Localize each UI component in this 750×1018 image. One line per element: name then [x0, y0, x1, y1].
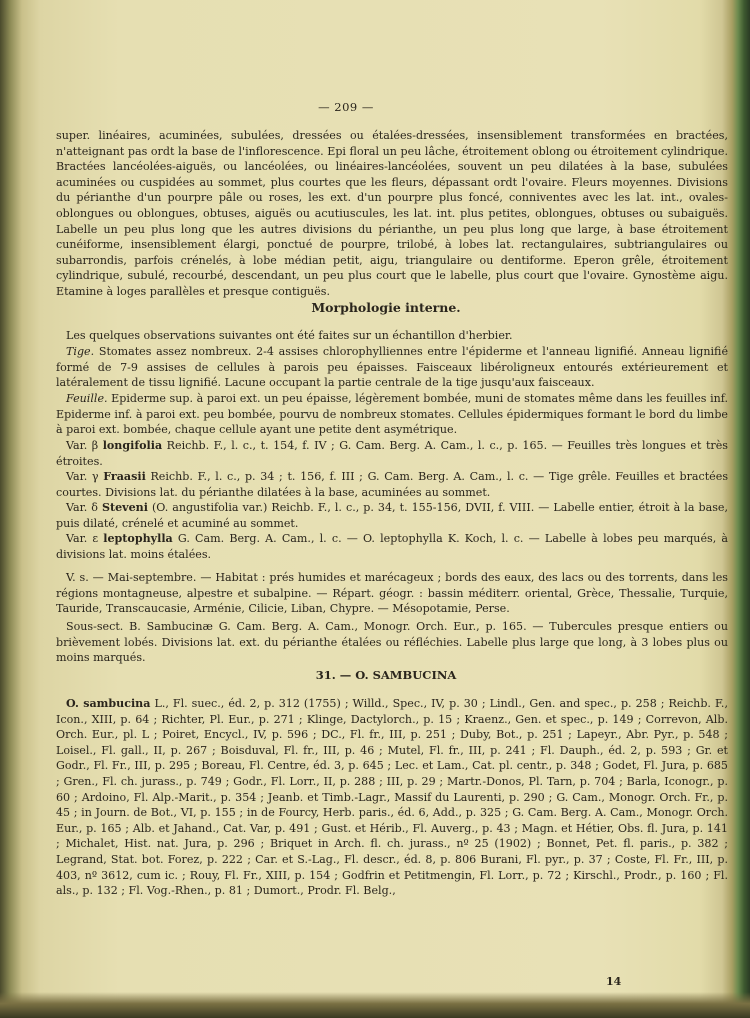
- tige-label: Tige.: [66, 345, 95, 358]
- page-number: — 209 —: [318, 100, 374, 114]
- feuille-label: Feuille.: [66, 392, 108, 405]
- morphology-intro: Les quelques observations suivantes ont été faites sur un échantillon d'herbier.: [66, 329, 513, 342]
- description-paragraph: super. linéaires, acuminées, subulées, dressées ou étalées-dressées, insensiblement transformées en bractées, n'atteignant pas ordt la base de l'inflorescence. Epi floral un peu lâche, étroitement oblong ou étroitement cylindrique. Bractées lancéolées-aiguës, ou lancéolées, ou linéaires-lancéolées, souvent un peu dilatées à la base, subulées acuminées ou cuspidées au sommet, plus courtes que les fleurs, dépassant ordt l'ovaire. Fleurs moyennes. Divisions du périanthe d'un pourpre pâle ou roses, les ext. d'un pourpre plus foncé, conniventes avec les lat. int., ovales-oblongues ou oblongues, obtuses, aiguës ou acutiuscules, les lat. int. plus petites, oblongues, obtuses ou subaiguës. Labelle un peu plus long que les autres divisions du périanthe, un peu plus long que large, à base étroitement cunéiforme, insensiblement élargi, ponctué de pourpre, trilobé, à lobes lat. rectangulaires, subtriangulaires ou subarrondis, parfois crénelés, à lobe médian petit, aigu, triangulaire ou dentiforme. Eperon grêle, étroitement cylindrique, subulé, recourbé, descendant, un peu plus court que le labelle, plus court que l'ovaire. Gynostème aigu. Etamine à loges parallèles et presque contiguës.: [56, 129, 728, 298]
- variety-longifolia: [56, 438, 728, 469]
- species-refs-text: L., Fl. suec., éd. 2, p. 312 (1755) ; Willd., Spec., IV, p. 30 ; Lindl., Gen. and spec., p. 258 ; Reichb. F., Icon., XIII, p. 64 ; Richter, Pl. Eur., p. 271 ; Klinge, Dactylorch., p. 15 ; Kraenz., Gen. et spec., p. 149 ; Correvon, Alb. Orch. Eur., pl. L ; Poiret, Encycl., IV, p. 596 ; DC., Fl. fr., III, p. 251 ; Duby, Bot., p. 251 ; Lapeyr., Abr. Pyr., p. 548 ; Loisel., Fl. gall., II, p. 267 ; Boisduval, Fl. fr., III, p. 46 ; Mutel, Fl. fr., III, p. 241 ; Fl. Dauph., éd. 2, p. 593 ; Gr. et Godr., Fl. Fr., III, p. 295 ; Boreau, Fl. Centre, éd. 3, p. 645 ; Lec. et Lam., Cat. pl. centr., p. 348 ; Godet, Fl. Jura, p. 685 ; Gren., Fl. ch. jurass., p. 749 ; Godr., Fl. Lorr., II, p. 288 ; III, p. 29 ; Martr.-Donos, Pl. Tarn, p. 704 ; Barla, Iconogr., p. 60 ; Ardoino, Fl. Alp.-Marit., p. 354 ; Jeanb. et Timb.-Lagr., Massif du Laurenti, p. 290 ; G. Cam., Monogr. Orch. Fr., p. 45 ; in Journ. de Bot., VI, p. 155 ; in de Fourcy, Herb. paris., éd. 6, Add., p. 325 ; G. Cam. Berg. A. Cam., Monogr. Orch. Eur., p. 165 ; Alb. et Jahand., Cat. Var, p. 491 ; Gust. et Hérib., Fl. Auverg., p. 43 ; Magn. et Hétier, Obs. fl. Jura, p. 141 ; Michalet, Hist. nat. Jura, p. 296 ; Briquet in Arch. fl. ch. jurass., nº 25 (1902) ; Bonnet, Pet. fl. paris., p. 382 ; Legrand, Stat. bot. Forez, p. 222 ; Car. et S.-Lag., Fl. descr., éd. 8, p. 806 Burani, Fl. pyr., p. 37 ; Coste, Fl. Fr., III, p. 403, nº 3612, cum ic. ; Rouy, Fl. Fr., XIII, p. 154 ; Godfrin et Petitmengin, Fl. Lorr., p. 72 ; Kirschl., Prodr., p. 160 ; Fl. als., p. 132 ; Fl. Vog.-Rhen., p. 81 ; Dumort., Prodr. Fl. Belg.,: [56, 697, 728, 898]
- signature-mark: 14: [606, 975, 622, 988]
- variety-fraasii: [56, 469, 728, 500]
- variety-label: Var. ε: [66, 532, 99, 545]
- subsection-paragraph: Sous-sect. B. Sambucinæ G. Cam. Berg. A. Cam., Monogr. Orch. Eur., p. 165. — Tubercules presque entiers ou brièvement lobés. Divisions lat. ext. du périanthe étalées ou réfléchies. Labelle plus large que long, à 3 lobes plus ou moins marqués.: [56, 620, 728, 665]
- morphology-tige: [56, 344, 728, 391]
- variety-steveni: [56, 500, 728, 531]
- morphology-feuille: [56, 391, 728, 438]
- species-references: [56, 696, 728, 899]
- variety-name: leptophylla: [103, 532, 173, 545]
- variety-label: Var. β: [66, 439, 99, 452]
- variety-text: Reichb. F., l. c., p. 34 ; t. 156, f. III ; G. Cam. Berg. A. Cam., l. c. — Tige grêle. Feuilles et bractées courtes. Divisions lat. du périanthe dilatées à la base, acuminées au sommet.: [56, 470, 729, 499]
- variety-text: G. Cam. Berg. A. Cam., l. c. — O. leptophylla K. Koch, l. c. — Labelle à lobes peu marqués, à divisions lat. moins étalées.: [56, 532, 728, 561]
- section-heading-morphology: Morphologie interne.: [311, 300, 461, 315]
- tige-text: Stomates assez nombreux. 2-4 assises chlorophylliennes entre l'épiderme et l'anneau lignifié. Anneau lignifié formé de 7-9 assises de cellules à parois peu épaisses. Faisceaux libéroligneux entourés extérieurement et latéralement de tissu lignifié. Lacune occupant la partie centrale de la tige jusqu'aux faisceaux.: [56, 345, 729, 390]
- variety-label: Var. γ: [66, 470, 99, 483]
- variety-name: Steveni: [101, 501, 148, 514]
- variety-text: (O. angustifolia var.) Reichb. F., l. c., p. 34, t. 155-156, DVII, f. VIII. — Labelle entier, étroit à la base, puis dilaté, crénelé et acuminé au sommet.: [56, 501, 728, 530]
- species-heading: 31. — O. SAMBUCINA: [315, 668, 457, 682]
- species-name: O. sambucina: [66, 697, 151, 710]
- variety-label: Var. δ: [66, 501, 98, 514]
- feuille-text: Epiderme sup. à paroi ext. un peu épaisse, légèrement bombée, muni de stomates même dans les feuilles inf. Epiderme inf. à paroi ext. peu bombée, pourvu de nombreux stomates. Cellules épidermiques formant le bord du limbe à paroi ext. bombée, chaque cellule ayant une petite dent asymétrique.: [56, 392, 728, 437]
- variety-name: Fraasii: [103, 470, 146, 483]
- variety-leptophylla: [56, 531, 728, 562]
- variety-text: Reichb. F., l. c., t. 154, f. IV ; G. Cam. Berg. A. Cam., l. c., p. 165. — Feuilles très longues et très étroites.: [56, 439, 728, 468]
- habitat-paragraph: V. s. — Mai-septembre. — Habitat : prés humides et marécageux ; bords des eaux, des lacs ou des torrents, dans les régions montagneuse, alpestre et subalpine. — Répart. géogr. : bassin méditerr. oriental, Grèce, Thessalie, Turquie, Tauride, Transcaucasie, Arménie, Cilicie, Liban, Chypre. — Mésopotamie, Perse.: [56, 571, 728, 616]
- variety-name: longifolia: [102, 439, 163, 452]
